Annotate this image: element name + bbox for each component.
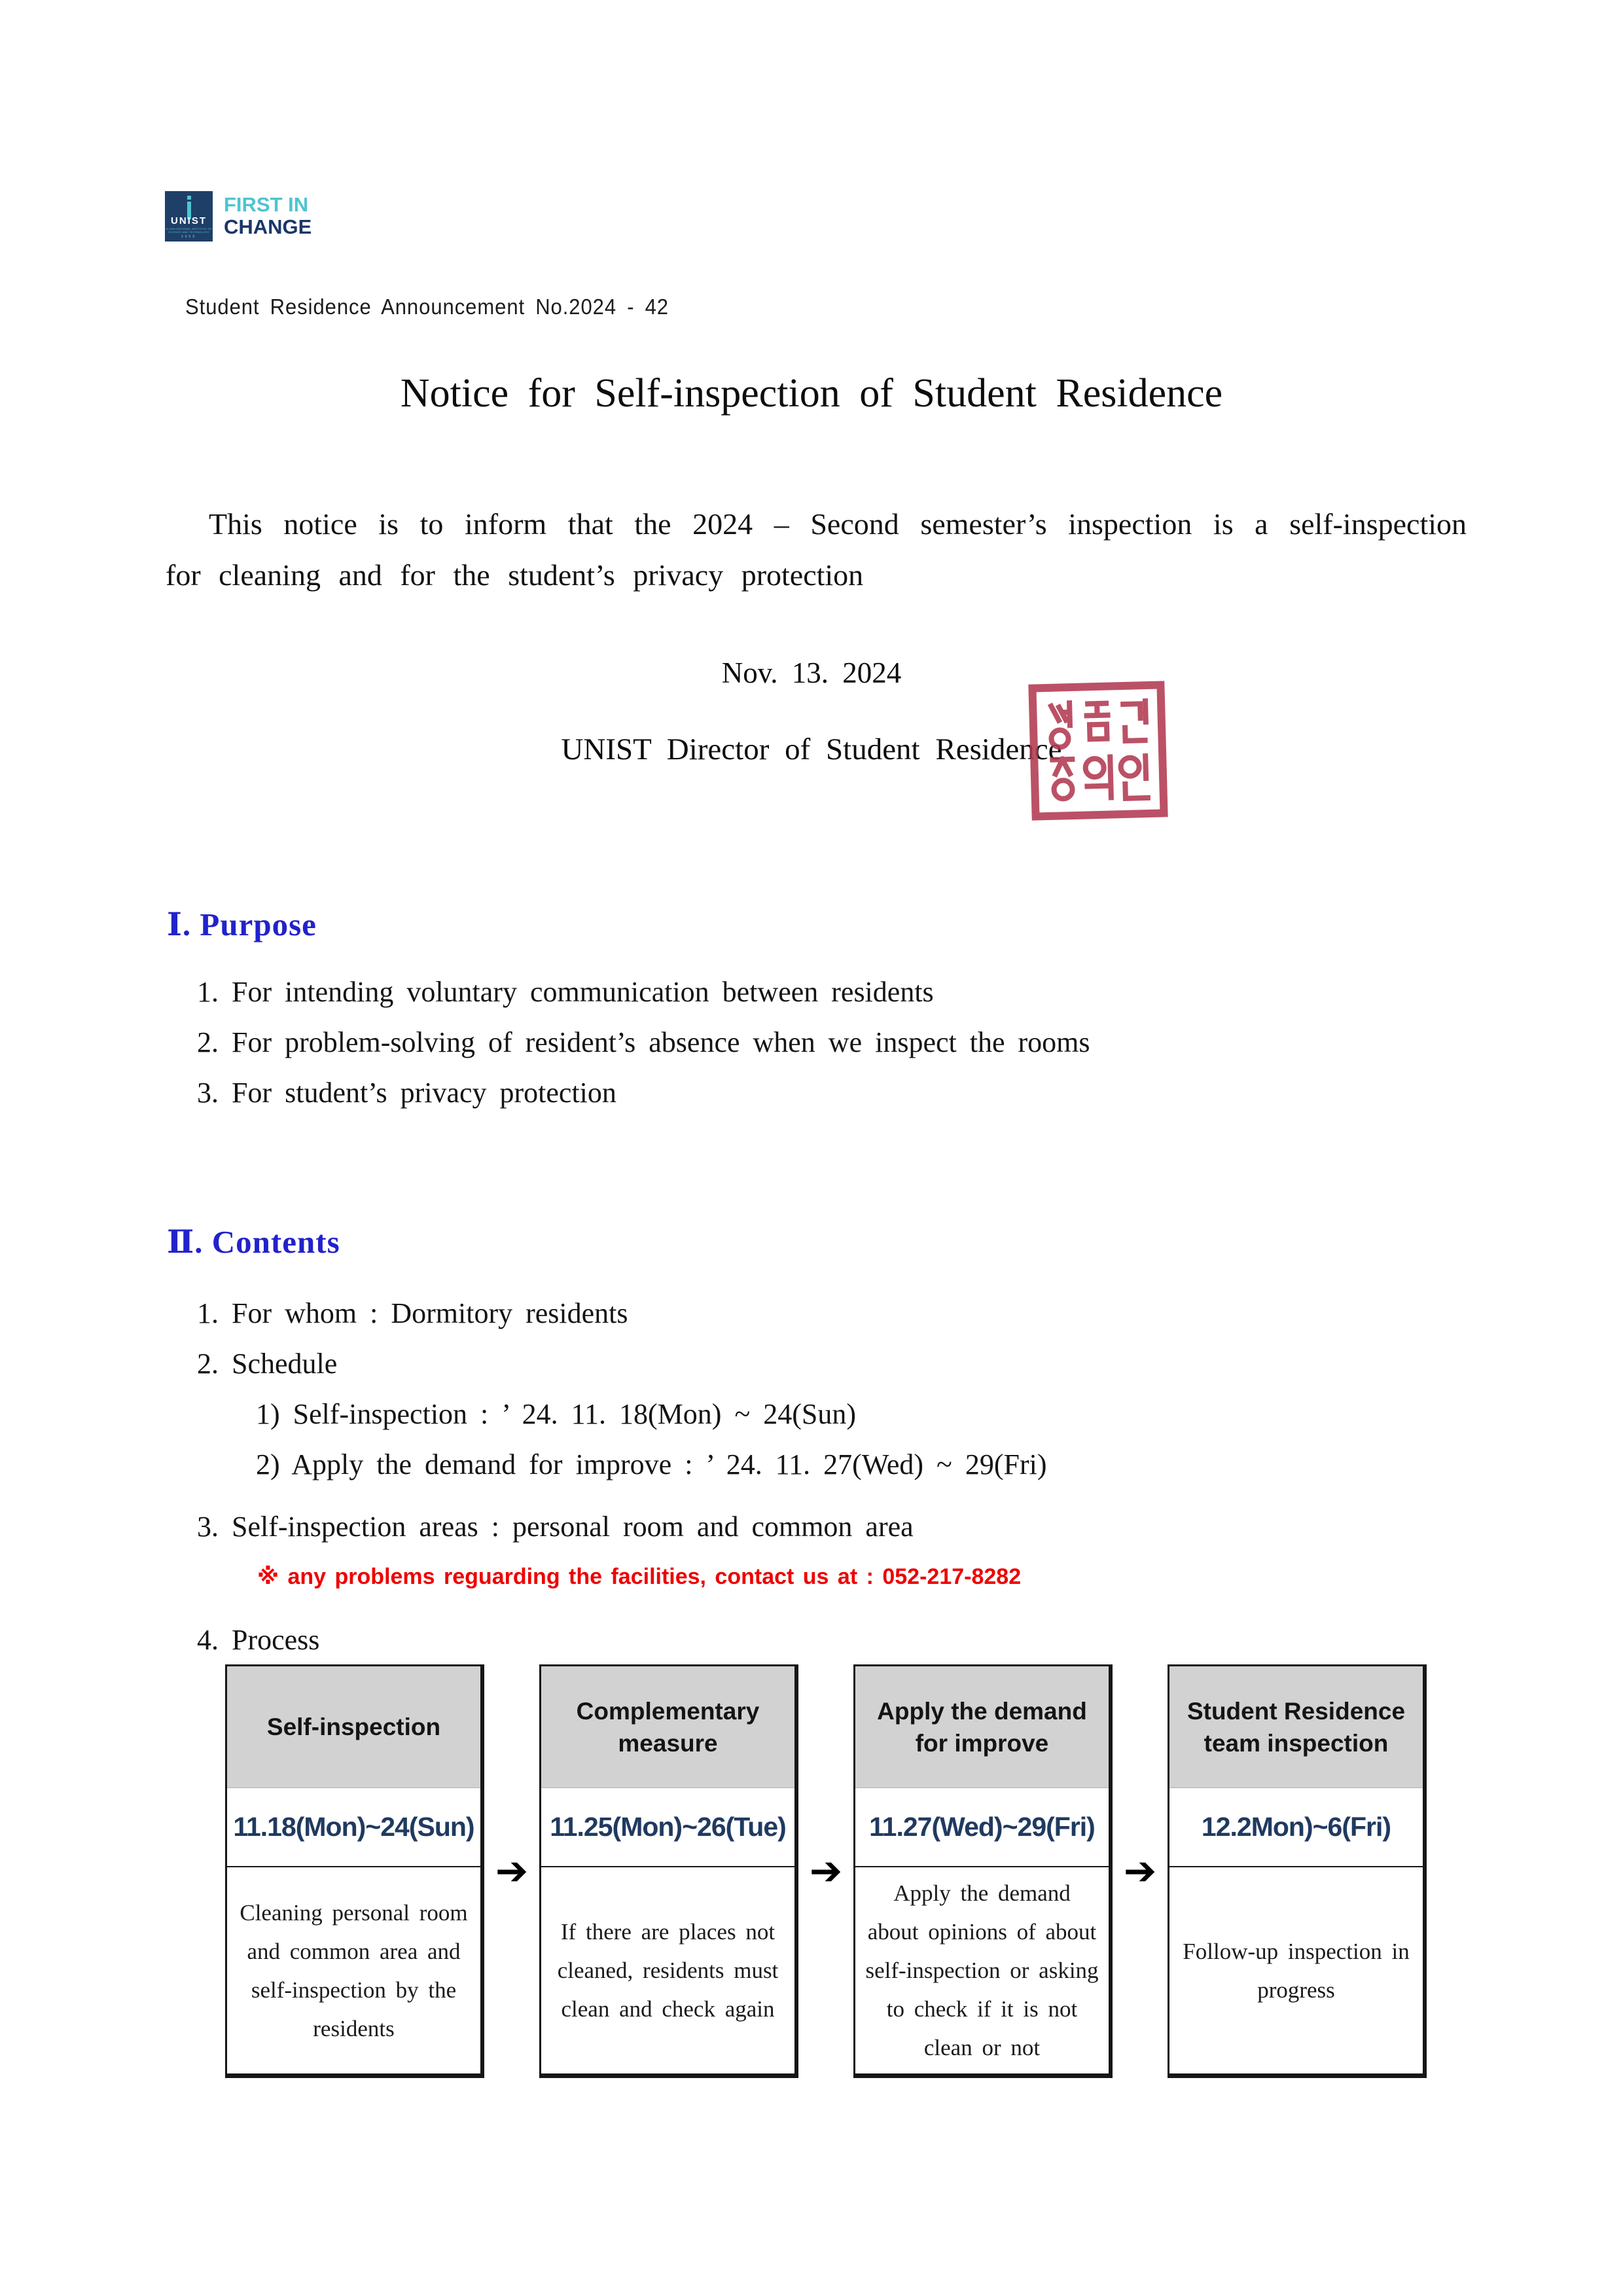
- section-contents: [167, 1223, 1046, 1665]
- contents-item-for-whom: 1. For whom : Dormitory residents: [197, 1297, 628, 1329]
- process-flow-diagram: [225, 1664, 1427, 2078]
- schedule-sub-item: 1) Self-inspection : ’ 24. 11. 18(Mon) ~ 24(Sun): [256, 1398, 857, 1430]
- flow-arrow-icon: ➔: [1123, 1848, 1157, 1894]
- logo-i-dot-icon: [187, 196, 191, 200]
- unist-logo-mark-icon: [165, 191, 213, 242]
- logo-wordmark-line2: CHANGE: [224, 215, 312, 238]
- process-box-body: Cleaning personal room and common area and self-inspection by the residents: [240, 1899, 468, 2041]
- flow-arrow-icon: ➔: [809, 1848, 843, 1894]
- section-purpose-heading: Ⅰ. Purpose: [167, 906, 317, 942]
- purpose-item: 2. For problem-solving of resident’s absence when we inspect the rooms: [197, 1026, 1090, 1058]
- contents-list: [197, 1288, 1046, 1665]
- section-purpose: [167, 905, 1090, 1118]
- logo-institute-line1: ULSAN NATIONAL INSTITUTE OF: [166, 227, 212, 230]
- process-box-date: 11.25(Mon)~26(Tue): [541, 1788, 794, 1867]
- page-title: Notice for Self-inspection of Student Residence: [400, 371, 1223, 416]
- process-box-self-inspection: [225, 1664, 484, 2078]
- process-box-header: Self-inspection: [227, 1666, 480, 1788]
- process-box-team-inspection: [1168, 1664, 1427, 2078]
- process-box-body: If there are places not cleaned, residents must clean and check again: [557, 1919, 779, 2022]
- purpose-item: 1. For intending voluntary communication between residents: [197, 976, 934, 1008]
- facilities-contact-note: ※ any problems reguarding the facilities, contact us at : 052-217-8282: [257, 1564, 1022, 1589]
- section-contents-heading: Ⅱ. Contents: [167, 1224, 340, 1260]
- signer-line: UNIST Director of Student Residence: [561, 732, 1062, 766]
- contents-item-process: 4. Process: [197, 1624, 320, 1656]
- process-box-apply-demand: [853, 1664, 1113, 2078]
- process-box-date: 11.18(Mon)~24(Sun): [227, 1788, 480, 1867]
- contents-item-schedule: 2. Schedule: [197, 1348, 338, 1380]
- process-box-header: Complementary measure: [541, 1666, 794, 1788]
- purpose-list: [197, 967, 1090, 1118]
- intro-paragraph: This notice is to inform that the 2024 – Second semester’s inspection is a self-inspection for cleaning and for the student’s privacy protection: [166, 507, 1467, 592]
- logo-wordmark-line1: FIRST IN: [224, 193, 309, 216]
- flow-arrow-icon: ➔: [495, 1848, 529, 1894]
- process-box-header: Apply the demand for improve: [855, 1666, 1109, 1788]
- contents-item-areas: 3. Self-inspection areas : personal room and common area: [197, 1511, 914, 1543]
- announcement-number: Student Residence Announcement No.2024 - 42: [185, 295, 669, 319]
- unist-logo: [165, 191, 312, 242]
- process-box-body: Follow-up inspection in progress: [1183, 1938, 1410, 2003]
- logo-unist-text: UNIST: [171, 215, 207, 226]
- process-box-complementary-measure: [539, 1664, 798, 2078]
- purpose-item: 3. For student’s privacy protection: [197, 1077, 616, 1109]
- process-box-date: 12.2Mon)~6(Fri): [1169, 1788, 1423, 1867]
- logo-wordmark: [224, 191, 312, 242]
- notice-date: Nov. 13. 2024: [721, 656, 902, 689]
- director-seal-stamp-icon: [1027, 679, 1169, 821]
- logo-institute-text: [165, 227, 213, 234]
- schedule-sub-item: 2) Apply the demand for improve : ’ 24. 11. 27(Wed) ~ 29(Fri): [256, 1448, 1047, 1480]
- process-box-header: Student Residence team inspection: [1169, 1666, 1423, 1788]
- process-box-date: 11.27(Wed)~29(Fri): [855, 1788, 1109, 1867]
- logo-institute-line2: SCIENCE AND TECHNOLOGY: [168, 230, 209, 234]
- logo-year-text: 2009: [181, 235, 197, 239]
- process-box-body: Apply the demand about opinions of about self-inspection or asking to check if it is not clean or not: [865, 1880, 1099, 2060]
